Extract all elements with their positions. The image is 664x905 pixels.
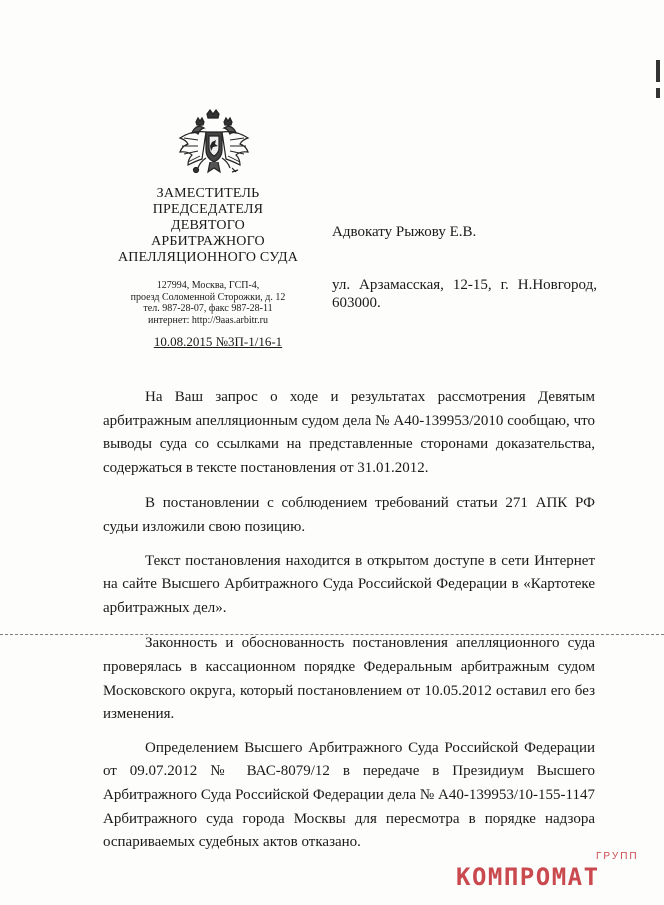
- document-reference: 10.08.2015 №3П-1/16-1: [153, 334, 283, 349]
- recipient-address: ул. Арзамасская, 12-15, г. Н.Новгород, 603000.: [332, 277, 597, 311]
- letter-body: [103, 386, 595, 867]
- sender-title: [108, 186, 308, 266]
- body-paragraph: Законность и обоснованность постановления апелляционного суда проверялась в кассационном порядке Федеральным арбитражным судом Московского округа, который постановлением от 10.05.2012 оставил его без изменения.: [103, 635, 595, 723]
- scan-edge-mark: [656, 88, 660, 98]
- svg-text:КОМПРОМАТ: КОМПРОМАТ: [456, 863, 600, 891]
- sender-address-line: проезд Соломенной Сторожки, д. 12: [130, 291, 286, 303]
- sender-title-line: АПЕЛЛЯЦИОННОГО СУДА: [117, 250, 299, 265]
- scan-fold-line: [0, 634, 664, 635]
- sender-address-line: тел. 987-28-07, факс 987-28-11: [143, 303, 273, 314]
- body-paragraph: На Ваш запрос о ходе и результатах рассмотрения Девятым арбитражным апелляционным судом дела № А40-139953/2010 сообщаю, что выводы суда со ссылками на представленные сторонами доказательства, содержаться в тексте постановления от 31.01.2012.: [103, 389, 595, 476]
- double-headed-eagle-emblem-icon: [176, 108, 252, 182]
- body-paragraph: Текст постановления находится в открытом доступе в сети Интернет на сайте Высшего Арбитражного Суда Российской Федерации в «Картотеке арбитражных дел».: [103, 552, 595, 616]
- kompromat-watermark-logo: [454, 843, 654, 893]
- svg-text:ГРУПП: ГРУПП: [596, 851, 639, 862]
- sender-title-line: АРБИТРАЖНОГО: [151, 234, 265, 249]
- scan-edge-mark: [656, 60, 660, 82]
- body-paragraph: В постановлении с соблюдением требований статьи 271 АПК РФ судьи изложили свою позицию.: [103, 495, 595, 535]
- sender-address-line: интернет: http://9aas.arbitr.ru: [147, 314, 269, 326]
- sender-title-line: ДЕВЯТОГО: [170, 218, 245, 233]
- sender-address: [108, 280, 308, 326]
- sender-address-line: 127994, Москва, ГСП-4,: [156, 280, 260, 291]
- body-paragraph: Определением Высшего Арбитражного Суда Российской Федерации от 09.07.2012 № ВАС-8079/12 в передаче в Президиум Высшего Арбитражного Суда Российской Федерации дела № А40-139953/10-155-1147 Арбитражного суда города Москвы для пересмотра в порядке надзора оспариваемых судебных актов отказано.: [103, 739, 595, 851]
- sender-title-line: ПРЕДСЕДАТЕЛЯ: [152, 202, 264, 217]
- sender-title-line: ЗАМЕСТИТЕЛЬ: [156, 186, 260, 201]
- recipient-name: Адвокату Рыжову Е.В.: [332, 224, 477, 240]
